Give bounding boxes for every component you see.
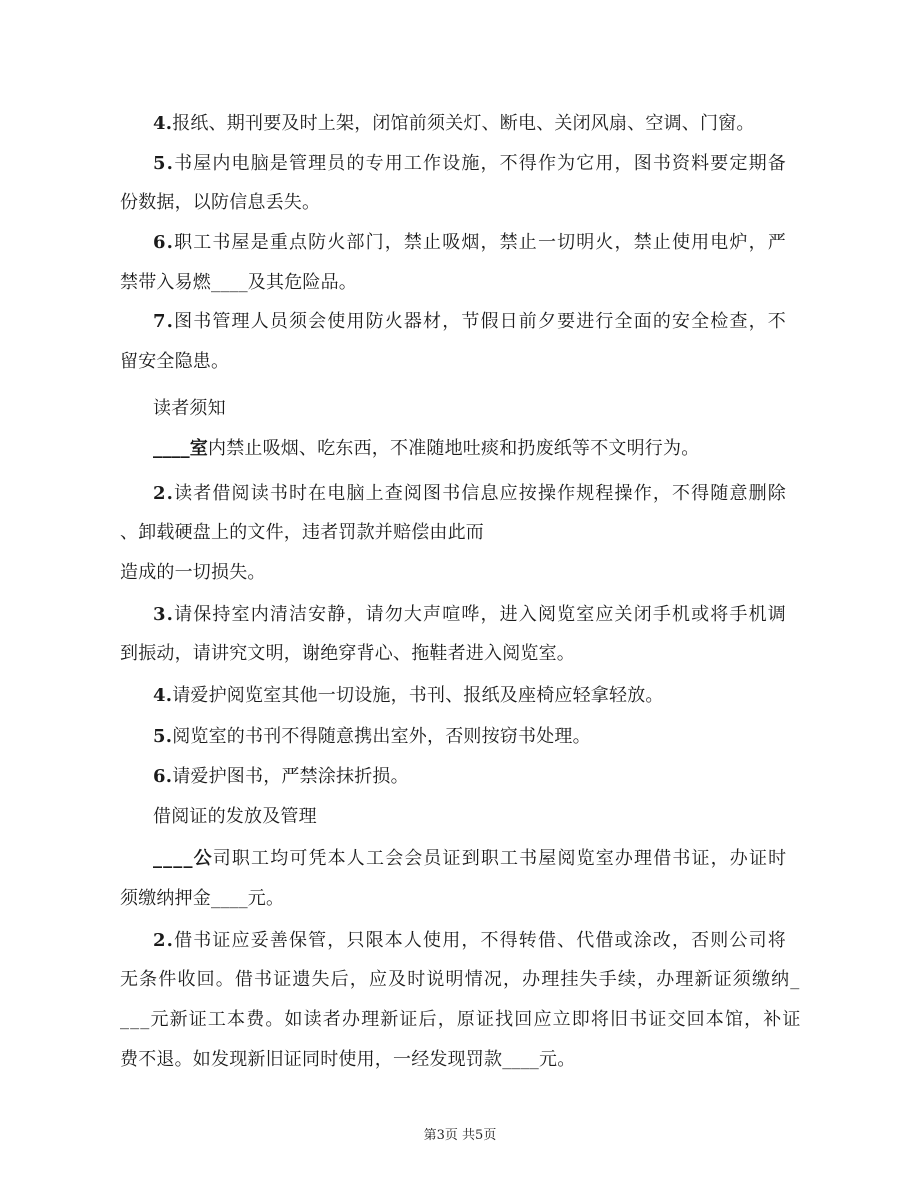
item-number: 6. bbox=[153, 766, 173, 787]
rule-line bbox=[153, 725, 853, 749]
rule-line bbox=[153, 684, 853, 708]
line-text: 留安全隐患。 bbox=[120, 351, 230, 372]
item-number: 2. bbox=[153, 483, 175, 504]
line-text: 借书证应妥善保管，只限本人使用，不得转借、代借或涂改，否则公司将 bbox=[174, 930, 787, 951]
line-text: 请爱护阅览室其他一切设施，书刊、报纸及座椅应轻拿轻放。 bbox=[172, 685, 664, 706]
rule-line bbox=[153, 152, 853, 176]
line-text: 职工书屋是重点防火部门，禁止吸烟，禁止一切明火，禁止使用电炉，严 bbox=[174, 232, 787, 253]
item-number: ____公 bbox=[153, 848, 213, 869]
line-text: 费不退。如发现新旧证同时使用，一经发现罚款____元。 bbox=[120, 1049, 576, 1070]
item-number: 7. bbox=[153, 311, 175, 332]
rule-line-continued bbox=[120, 521, 820, 545]
line-text: 无条件收回。借书证遗失后，应及时说明情况，办理挂失手续，办理新证须缴纳_ bbox=[120, 969, 801, 990]
item-number: 2. bbox=[153, 930, 175, 951]
section-heading bbox=[153, 397, 853, 421]
rule-line bbox=[153, 112, 853, 136]
line-text: 到振动，请讲究文明，谢绝穿背心、拖鞋者进入阅览室。 bbox=[120, 643, 575, 664]
line-text: 内禁止吸烟、吃东西，不准随地吐痰和扔废纸等不文明行为。 bbox=[208, 438, 700, 459]
line-text: 请爱护图书，严禁涂抹折损。 bbox=[172, 766, 409, 787]
page-number-footer: 第3页 共5页 bbox=[423, 1128, 497, 1143]
rule-line bbox=[153, 231, 853, 255]
item-number: 5. bbox=[153, 153, 175, 174]
item-number: ____室 bbox=[153, 438, 208, 459]
line-text: 请保持室内清洁安静，请勿大声喧哗，进入阅览室应关闭手机或将手机调 bbox=[174, 604, 787, 625]
rule-line-continued bbox=[120, 271, 820, 295]
line-text: 须缴纳押金____元。 bbox=[120, 888, 285, 909]
rule-line-continued bbox=[120, 1048, 820, 1072]
rule-line-continued bbox=[120, 642, 820, 666]
heading-text: 读者须知 bbox=[153, 398, 226, 419]
line-text: ___元新证工本费。如读者办理新证后，原证找回应立即将旧书证交回本馆，补证 bbox=[120, 1009, 802, 1030]
line-text: 造成的一切损失。 bbox=[120, 562, 266, 583]
rule-line-continued bbox=[120, 350, 820, 374]
line-text: 报纸、期刊要及时上架，闭馆前须关灯、断电、关闭风扇、空调、门窗。 bbox=[172, 113, 755, 134]
heading-text: 借阅证的发放及管理 bbox=[153, 806, 317, 827]
item-number: 6. bbox=[153, 232, 175, 253]
item-number: 4. bbox=[153, 113, 173, 134]
line-text: 书屋内电脑是管理员的专用工作设施，不得作为它用，图书资料要定期备 bbox=[174, 153, 787, 174]
line-text: 司职工均可凭本人工会会员证到职工书屋阅览室办理借书证，办证时 bbox=[212, 848, 788, 869]
item-number: 5. bbox=[153, 726, 173, 747]
rule-line bbox=[153, 310, 853, 334]
line-text: 图书管理人员须会使用防火器材，节假日前夕要进行全面的安全检查，不 bbox=[174, 311, 787, 332]
rule-line-continued bbox=[120, 887, 820, 911]
rule-line bbox=[153, 847, 853, 871]
rule-line-continued bbox=[120, 1008, 820, 1032]
line-text: 份数据，以防信息丢失。 bbox=[120, 192, 321, 213]
rule-line bbox=[153, 482, 853, 506]
rule-line-continued bbox=[120, 561, 820, 585]
rule-line bbox=[153, 603, 853, 627]
rule-line-continued bbox=[120, 191, 820, 215]
line-text: 读者借阅读书时在电脑上查阅图书信息应按操作规程操作，不得随意删除 bbox=[174, 483, 787, 504]
line-text: 禁带入易燃____及其危险品。 bbox=[120, 272, 357, 293]
item-number: 4. bbox=[153, 685, 173, 706]
rule-line-continued bbox=[120, 968, 820, 992]
rule-line bbox=[153, 929, 853, 953]
line-text: 、卸载硬盘上的文件，违者罚款并赔偿由此而 bbox=[120, 522, 484, 543]
item-number: 3. bbox=[153, 604, 175, 625]
line-text: 阅览室的书刊不得随意携出室外，否则按窃书处理。 bbox=[172, 726, 591, 747]
rule-line bbox=[153, 765, 853, 789]
section-heading bbox=[153, 805, 853, 829]
rule-line bbox=[153, 437, 853, 461]
